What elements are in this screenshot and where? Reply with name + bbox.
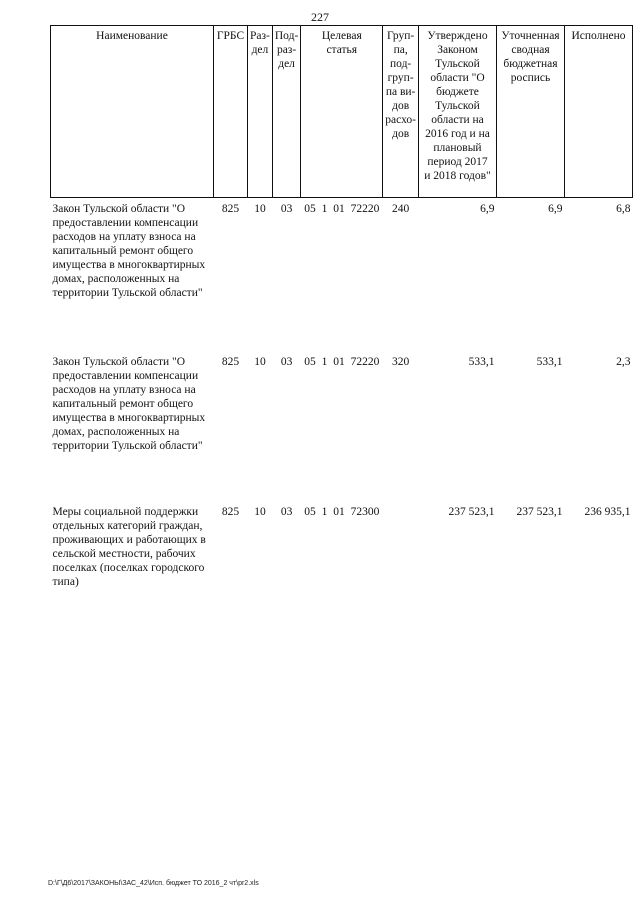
row-approved: 237 523,1 <box>448 506 495 518</box>
row-razdel: 10 <box>254 203 266 215</box>
header-grbs: ГРБС <box>214 26 248 198</box>
row-vid: 240 <box>392 203 410 215</box>
row-refined: 6,9 <box>548 203 563 215</box>
row-grbs: 825 <box>221 506 240 518</box>
row-name: Закон Тульской области "О предоставлении компенсации расходов на уплату взноса на капитальный ремонт общего имущества в многоквартирных домах, расположенных на территории Тульской области" <box>52 203 206 299</box>
row-executed: 236 935,1 <box>584 506 631 518</box>
row-grbs: 825 <box>221 356 240 368</box>
row-podrazdel: 03 <box>280 203 293 215</box>
header-refined: Уточненная сводная бюджетная роспись <box>496 26 564 198</box>
header-target: Целевая статья <box>301 26 383 198</box>
header-executed: Исполнено <box>564 26 632 198</box>
table-row <box>51 198 633 352</box>
header-name: Наименование <box>51 26 214 198</box>
header-vid: Груп- па, под- груп- па ви- дов расхо- дов <box>383 26 419 198</box>
row-approved: 6,9 <box>480 203 495 215</box>
row-name: Закон Тульской области "О предоставлении компенсации расходов на уплату взноса на капитальный ремонт общего имущества в многоквартирных домах, расположенных на территории Тульской области" <box>52 356 206 452</box>
file-path-footer: D:\Г\Д6\2017\ЗАКОНЫ\ЗАС_42\Исп. бюджет ТО 2016_2 чт\pr2.xls <box>48 880 259 887</box>
table-row <box>51 351 633 501</box>
row-vid <box>383 501 419 645</box>
budget-table <box>50 25 633 645</box>
row-podrazdel: 03 <box>280 506 293 518</box>
table-row <box>51 501 633 645</box>
table-header-row <box>51 26 633 198</box>
row-refined: 533,1 <box>536 356 563 368</box>
row-target: 05 1 01 72300 <box>304 506 380 518</box>
row-name: Меры социальной поддержки отдельных категорий граждан, проживающих и работающих в сельской местности, рабочих поселках (поселках городского типа) <box>52 506 206 588</box>
row-refined: 237 523,1 <box>516 506 563 518</box>
row-target: 05 1 01 72220 <box>304 203 380 215</box>
row-executed: 6,8 <box>616 203 631 215</box>
row-podrazdel: 03 <box>280 356 293 368</box>
page-number: 227 <box>311 10 329 24</box>
row-approved: 533,1 <box>468 356 495 368</box>
header-razdel: Раз- дел <box>248 26 273 198</box>
header-approved: Утверждено Законом Тульской области "О бюджете Тульской области на 2016 год и на плановый период 2017 и 2018 годов" <box>418 26 496 198</box>
row-razdel: 10 <box>254 506 266 518</box>
row-vid: 320 <box>392 356 410 368</box>
row-grbs: 825 <box>221 203 240 215</box>
row-executed: 2,3 <box>616 356 631 368</box>
row-razdel: 10 <box>254 356 266 368</box>
row-target: 05 1 01 72220 <box>304 356 380 368</box>
header-podrazdel: Под- раз- дел <box>272 26 300 198</box>
